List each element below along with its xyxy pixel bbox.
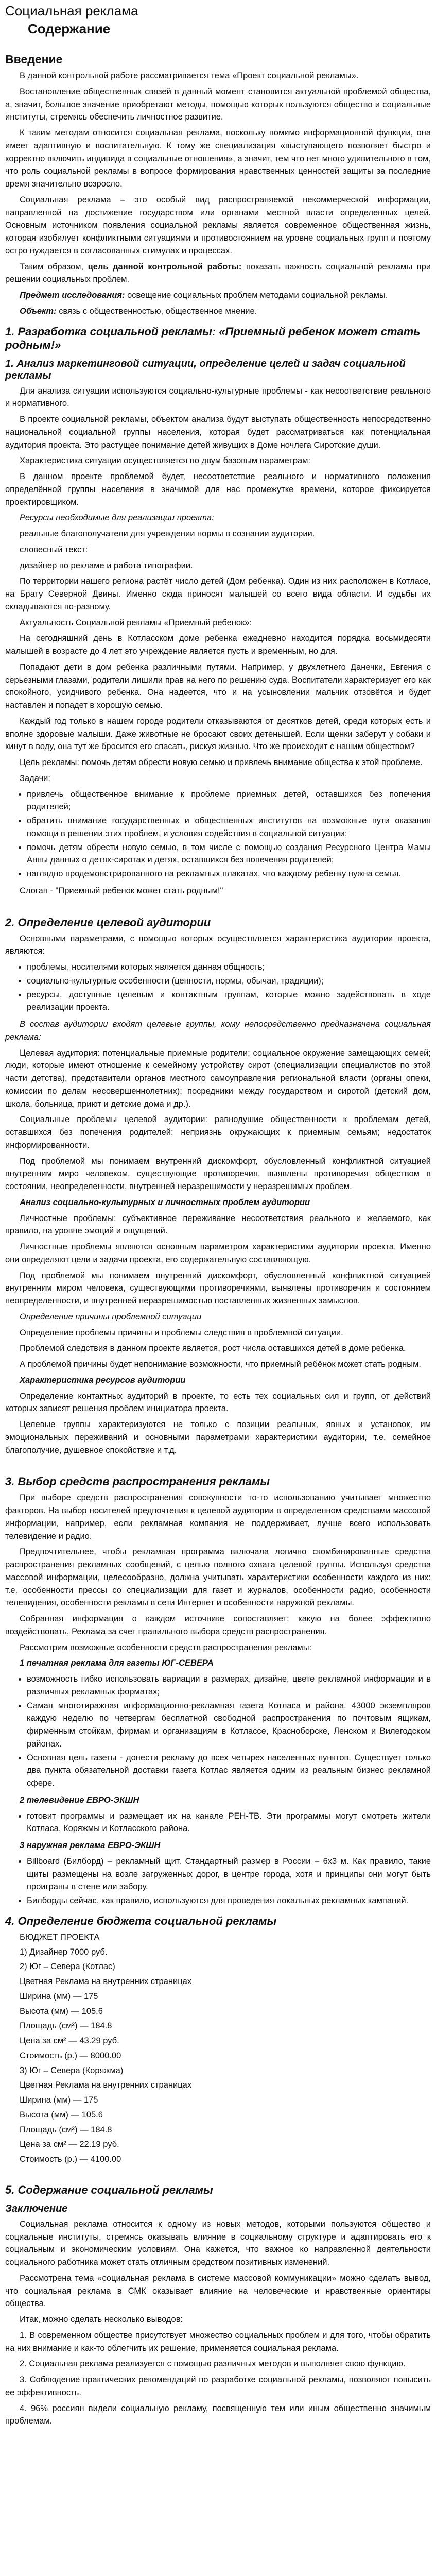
paragraph: В проекте социальной рекламы, объектом анализа будут выступать общественность непосредственно национальной социальной группы населения, которая будет рассматриваться как потенциальная аудитория проекта. Это растущее понимание детей живущих в Доме ночлега Сиротские души. [5, 415, 431, 450]
budget-line: Высота (мм) — 105.6 [20, 2110, 103, 2120]
paragraph: Целевая аудитория: потенциальные приемные родители; социальное окружение замещающих семей; люди, которые имеют отношение к семейному устройству сирот (специализации специалистов по этой части детства), представители органов местного самоуправления региональной власти (органы опеки, комиссии по делам несовершеннолетних); посредники между государством и сиротой (детский дом, школа, больница, приют и детские дома и др.). [5, 1048, 431, 1109]
section-4-heading: 4. Определение бюджета социальной рекламы [5, 1914, 277, 1927]
list-item: • проблемы, носителями которых является данная общность; [27, 961, 431, 974]
paragraph: Итак, можно сделать несколько выводов: [20, 2315, 183, 2324]
paragraph: 4. 96% россиян видели социальную рекламу, посвященную тем или иным общественно значимым проблемам. [5, 2403, 431, 2426]
paragraph: Ресурсы необходимые для реализации проекта: [20, 513, 214, 523]
object-label: Объект: [20, 306, 57, 316]
media-list [5, 1673, 431, 1790]
paragraph: По территории нашего региона растёт число детей (Дом ребенка). Один из них расположен в Котласе, на Брату Северной Двины. Именно сюда приносят малышей со всего вида области. И судьбы их складываются по-разному. [5, 577, 431, 612]
paragraph: Личностные проблемы: субъективное переживание несоответствия реального и желаемого, как правило, на уровне эмоций и ощущений. [5, 1213, 431, 1236]
paragraph: Задачи: [20, 773, 50, 783]
budget-line: БЮДЖЕТ ПРОЕКТА [20, 1932, 100, 1942]
paragraph: А проблемой причины будет непонимание возможности, что приемный ребёнок может стать родным. [20, 1360, 421, 1369]
list-item: • Billboard (Билборд) – рекламный щит. Стандартный размер в России – 6х3 м. Как правило, такие щиты размещены на возле загруженных дорог, в центре города, хотя и принципы они могут быть проиграны в стене или забору. [27, 1855, 431, 1893]
paragraph: Личностные проблемы являются основным параметром характеристики аудитории проекта. Именно они определяют цели и задачи проекта, его содержательную составляющую. [5, 1242, 431, 1264]
paragraph: Попадают дети в дом ребенка различными путями. Например, у двухлетнего Данечки, Евгения с серьезными глазами, родители лишили прав на него по решению суда. Воспитатели характеризует его как спокойного, усидчивого ребенка. Она надеется, что и на усыновлении мальчик отзовётся и будет наставлен и попадет в хорошую семью. [5, 662, 431, 710]
goal-text: показать важность социальной рекламы при решении социальных проблем. [5, 262, 431, 284]
slogan: Слоган - "Приемный ребенок может стать родным!" [20, 886, 223, 895]
paragraph: Основными параметрами, с помощью которых осуществляется характеристика аудитории проекта, являются: [5, 934, 431, 956]
paragraph: Каждый год только в нашем городе родители отказываются от десятков детей, среди которых есть и вполне здоровые малыши. Даже животные не бросают своих детенышей. Если щенки заберут у собаки и кинут в воду, она тут же бросится его спасать, рискуя жизнью. Что же происходит с нашим обществом? [5, 716, 431, 752]
paragraph: Проблемой следствия в данном проекте является, рост числа оставшихся детей в доме ребенка. [20, 1344, 406, 1353]
paragraph: Под проблемой мы понимаем внутренний дискомфорт, обусловленный конфликтной ситуацией внутренним миром человека, существующими противоречиями, выявлены противоречия и состоянием неопределенности, и внутренней неразрешимостью поставленных жизненных замыслов. [5, 1270, 431, 1306]
section-1 [5, 325, 431, 897]
media-heading: 1 печатная реклама для газеты ЮГ-СЕВЕРА [20, 1658, 214, 1668]
section-1-heading: 1. Разработка социальной рекламы: «Приемный ребенок может стать родным!» [5, 325, 421, 351]
goal-lead: Таким образом, [20, 262, 84, 272]
list-item: • помочь детям обрести новую семью, в том числе с помощью создания Ресурсного Центра Мамы Анны данных о детях-сиротах и детях, оставшихся без попечения родителей; [27, 841, 431, 867]
document-title: Социальная реклама [5, 3, 138, 19]
section-3-heading: 3. Выбор средств распространения рекламы [5, 1475, 270, 1488]
budget-line: Цена за см² — 22.19 руб. [20, 2140, 119, 2149]
tasks-list [5, 788, 431, 880]
list-item: • обратить внимание государственных и общественных институтов на возможные пути оказания помощи в решении этих проблем, и условия содействия в социальной ситуации; [27, 815, 431, 840]
budget-line: Стоимость (р.) — 8000.00 [20, 2050, 121, 2060]
list-item: • Самая многотиражная информационно-рекламная газета Котласа и района. 43000 экземпляров каждую неделю по четвергам бесплатной свободной распространения по почтовым ящикам, фирменным стойкам, фирмам и организациям в Котлассе, Красноборске, Ленском и Вилегодском районах. [27, 1700, 431, 1751]
section-4 [5, 1914, 431, 2166]
budget-line: 2) Юг – Севера (Котлас) [20, 1962, 115, 1972]
table-of-contents-heading: Содержание [28, 21, 111, 37]
budget-line: Цветная Реклама на внутренних страницах [20, 1977, 192, 1986]
intro-heading: Введение [5, 53, 63, 66]
list-item: • наглядно продемонстрированного на рекламных плакатах, что каждому ребенку нужна семья. [27, 868, 431, 880]
list-item: • Билборды сейчас, как правило, используются для проведения локальных рекламных кампаний. [27, 1894, 431, 1907]
section-2-heading: 2. Определение целевой аудитории [5, 916, 211, 929]
list-item: • возможность гибко использовать вариации в размерах, дизайне, цвете рекламной информации и в различных рекламных форматах; [27, 1673, 431, 1699]
paragraph: Актуальность Социальной рекламы «Приемный ребенок»: [20, 618, 252, 628]
goal-paragraph [5, 261, 431, 286]
section-gap [5, 901, 431, 909]
list-item: • привлечь общественное внимание к проблеме приемных детей, оставшихся без попечения родителей; [27, 788, 431, 814]
subject-paragraph [5, 289, 431, 302]
budget-line: Цена за см² — 43.29 руб. [20, 2036, 119, 2045]
subject-text: освещение социальных проблем методами социальной рекламы. [127, 291, 388, 300]
paragraph: Цель рекламы: помочь детям обрести новую семью и привлечь внимание общества к этой проблеме. [20, 758, 423, 767]
budget-line: Высота (мм) — 105.6 [20, 2006, 103, 2016]
paragraph: реальные благополучатели для учреждении нормы в сознании аудитории. [20, 529, 315, 538]
paragraph: На сегодняшний день в Котласском доме ребенка ежедневно находится порядка восьмидесяти малышей в возрасте до 4 лет это учреждение является пусть и временным, но для. [5, 634, 431, 656]
budget-line: Ширина (мм) — 175 [20, 1991, 98, 2001]
paragraph: Под проблемой мы понимаем внутренний дискомфорт, обусловленный конфликтной ситуацией внутренним миро человеком, существующие противоречия, выявлены противоречия обществом в состоянии, неопределенности, внутренней неразрешимости у неразрешимых проблем. [5, 1156, 431, 1191]
section-5 [5, 2183, 431, 2428]
section-1-subheading: 1. Анализ маркетинговой ситуации, определение целей и задач социальной рекламы [5, 358, 406, 381]
paragraph: При выборе средств распространения совокупности то-то использованию учитывает множество факторов. На выбор носителей предпочтения к целевой аудитории в определенном средствами массовой информации, например, если рекламная компания не поддерживает, лучше всего использовать телевидение и радио. [5, 1493, 431, 1541]
paragraph: Определение проблемы причины и проблемы следствия в проблемной ситуации. [20, 1328, 343, 1337]
budget-line: Цветная Реклама на внутренних страницах [20, 2080, 192, 2090]
list-item: • готовит программы и размещает их на канале РЕН-ТВ. Эти программы могут смотреть жители Котласа, Коряжмы и Котласского района. [27, 1810, 431, 1836]
budget-line: Площадь (см²) — 184.8 [20, 2125, 112, 2134]
object-paragraph [5, 305, 431, 318]
paragraph: Социальная реклама относится к одному из новых методов, которыми пользуются общество и социальные институты, стремясь оказывать влияние в социальному структуре и адаптировать его к социальным и экономическим условиям. Она кажется, что важное ко направленной деятельности социального работника может стать отличным средством позитивных изменений. [5, 2219, 431, 2267]
section-5-heading: 5. Содержание социальной рекламы [5, 2183, 213, 2196]
object-text: связь с общественностью, общественное мнение. [59, 306, 257, 316]
conclusion-heading: Заключение [5, 2202, 68, 2214]
subject-label: Предмет исследования: [20, 291, 125, 300]
paragraph: К таким методам относится социальная реклама, поскольку помимо информационной функции, она имеет адаптивную и воспитательную. К тому же специализация «выступающего позволяет быстро и корректно включить индивида в социальные отношения», а значит, тем что нет много удивительного в том, что роль социальной рекламы в вопросе формирования нравственных ценностей защиты за последние время значительно возросло. [5, 128, 431, 189]
subsection-title: Определение причины проблемной ситуации [20, 1312, 202, 1321]
paragraph: В состав аудитории входят целевые группы, кому непосредственно предназначена социальная реклама: [5, 1020, 431, 1042]
list-item: • ресурсы, доступные целевым и контактным группам, которые можно задействовать в ходе реализации проекта. [27, 989, 431, 1014]
paragraph: 3. Соблюдение практических рекомендаций по разработке социальной рекламы, позволяют повысить ее эффективность. [5, 2375, 431, 2397]
paragraph: Для анализа ситуации используются социально-культурные проблемы - как несоответствие реального и нормативного. [5, 386, 431, 409]
section-2 [5, 916, 431, 1457]
media-heading: 2 телевидение ЕВРО-ЭКШН [20, 1795, 139, 1805]
subsection-title: Характеристика ресурсов аудитории [20, 1375, 186, 1385]
list-item: • социально-культурные особенности (ценности, нормы, обычаи, традиции); [27, 975, 431, 988]
paragraph: В данном проекте проблемой будет, несоответствие реального и нормативного положения определённой группы населения в значимой для нас промежутке времени, которое фиксируется проектировщиком. [5, 472, 431, 507]
budget-line: Площадь (см²) — 184.8 [20, 2021, 112, 2031]
paragraph: Предпочтительнее, чтобы рекламная программа включала логично скомбинированные средства распространения рекламных сообщений, с целью полного охвата целевой группы. Используя средства массовой информации, целесообразно, должна учитывать характеристики особенности каждого из них: т.е. особенности прессы со специализации для газет и журналов, особенности радио, особенности телевидения, особенности рекламы в сети Интернет и особенности наружной рекламы. [5, 1547, 431, 1608]
budget-line: 1) Дизайнер 7000 руб. [20, 1947, 108, 1957]
budget-line: Стоимость (р.) — 4100.00 [20, 2155, 121, 2164]
paragraph: Определение контактных аудиторий в проекте, то есть тех социальных сил и групп, от действий которых зависят решения проблем инициатора проекта. [5, 1391, 431, 1414]
paragraph: В данной контрольной работе рассматривается тема «Проект социальной рекламы». [20, 71, 359, 80]
subsection-title: Анализ социально-культурных и личностных проблем аудитории [20, 1197, 310, 1207]
intro-section [5, 53, 431, 318]
media-list [5, 1855, 431, 1907]
paragraph: Рассмотрим возможные особенности средств распространения рекламы: [20, 1642, 312, 1652]
section-gap [5, 1460, 431, 1468]
budget-line: Ширина (мм) — 175 [20, 2095, 98, 2105]
paragraph: Целевые группы характеризуются не только с позиции реальных, явных и установок, им эмоциональных переживаний и основными параметрами характеристики аудитории, т.е. семейное благополучие, душевное спокойствие и т.д. [5, 1420, 431, 1455]
paragraph: словесный текст: [20, 545, 88, 554]
goal-label: цель данной контрольной работы: [88, 262, 242, 272]
paragraph: дизайнер по рекламе и работа типографии. [20, 561, 193, 570]
paragraph: Социальная реклама – это особый вид распространяемой некоммерческой информации, направленной на достижение государством или органами местной власти определенных целей. Основным источником появления социальной рекламы является современное общественная жизнь, которая изобилует конфликтными ситуациями и противостоянием на уровне социальных групп и поэтому остро нуждается в согласованных стимулах и процессах. [5, 195, 431, 256]
paragraph: Рассмотрена тема «социальная реклама в системе массовой коммуникации» можно сделать вывод, что социальная реклама в СМК оказывает влияние на человеческие и нравственные ориентиры общества. [5, 2273, 431, 2309]
section-3 [5, 1475, 431, 1907]
paragraph: 1. В современном обществе присутствует множество социальных проблем и для того, чтобы обратить на них внимание и как-то облегчить их решение, применяется социальная реклама. [5, 2330, 431, 2353]
paragraph: Востановление общественных связей в данный момент становится актуальной проблемой общества, а, значит, большое значение приобретают методы, помощью которых пользуются общество и социальные институты, стремясь обеспечить личностное развитие. [5, 87, 431, 122]
paragraph: Характеристика ситуации осуществляется по двум базовым параметрам: [20, 456, 311, 466]
list-item: • Основная цель газеты - донести рекламу до всех четырех населенных пунктов. Существует только два пункта обязательной доставки газета Котлас является одним из реальным бизнес рекламной сфере. [27, 1752, 431, 1790]
parameters-list [5, 961, 431, 1014]
media-heading: 3 наружная реклама ЕВРО-ЭКШН [20, 1841, 161, 1850]
paragraph: 2. Социальная реклама реализуется с помощью различных методов и выполняет свою функцию. [20, 2359, 406, 2369]
paragraph: Собранная информация о каждом источнике сопоставляет: какую на более эффективно воздействовать, Реклама за счет правильного выбора средств распространения. [5, 1614, 431, 1636]
paragraph: Социальные проблемы целевой аудитории: равнодушие общественности к проблемам детей, оставшихся без попечения родителей; неприязнь окружающих к приемным семьям; недостаток информированности. [5, 1115, 431, 1150]
section-gap [5, 2168, 431, 2176]
budget-line: 3) Юг – Севера (Коряжма) [20, 2065, 124, 2075]
media-list [5, 1810, 431, 1836]
